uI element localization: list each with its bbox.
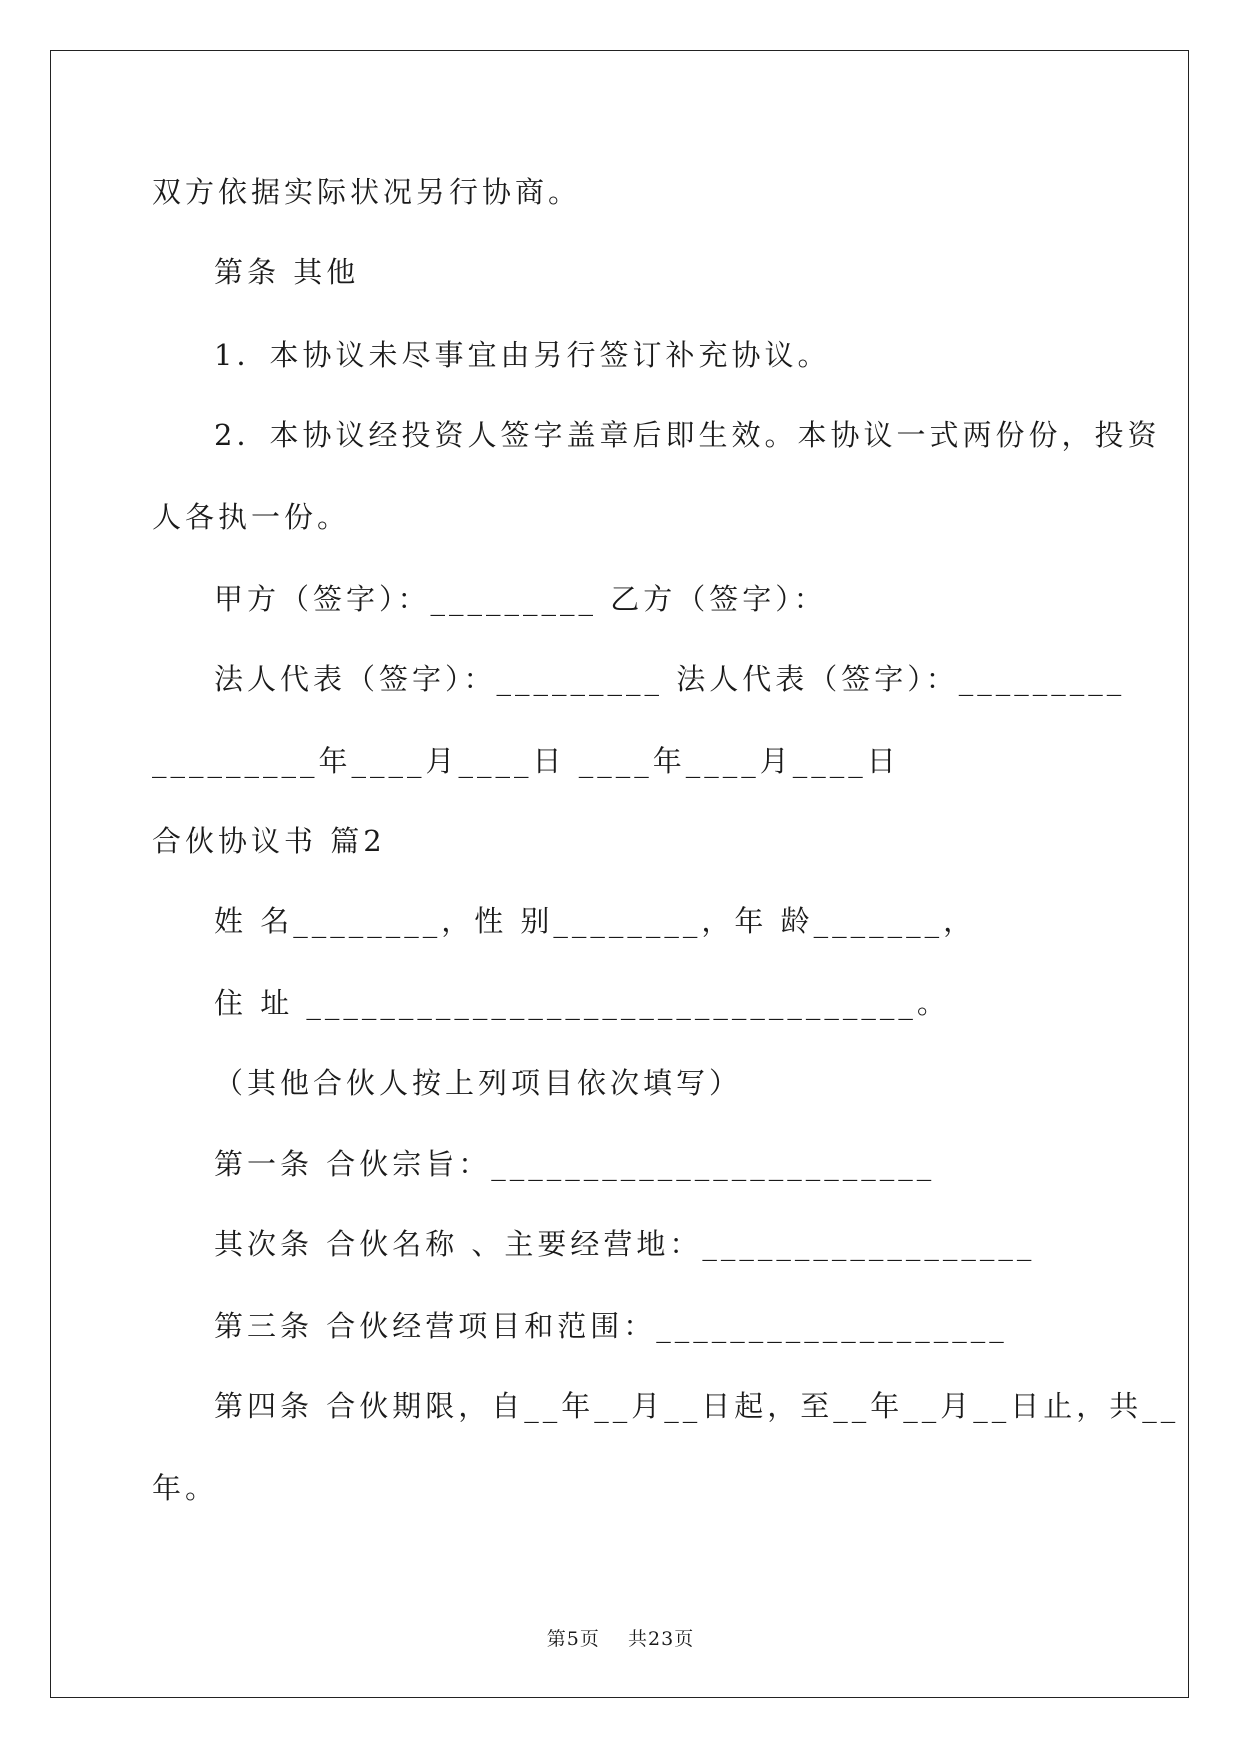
section-title: 合伙协议书 篇2 bbox=[152, 824, 386, 858]
article-2-name-location: 其次条 合伙名称 、主要经营地：__________________ bbox=[214, 1227, 1036, 1261]
partner-note: （其他合伙人按上列项目依次填写） bbox=[214, 1066, 743, 1100]
page-border bbox=[50, 50, 1189, 1698]
signature-dates: _________年____月____日 ____年____月____日 bbox=[152, 744, 900, 778]
signature-legal-representatives: 法人代表（签字）：_________ 法人代表（签字）：_________ bbox=[214, 662, 1126, 696]
partner-address: 住 址 _________________________________。 bbox=[214, 986, 950, 1020]
clause-2-continued: 人各执一份。 bbox=[152, 500, 351, 534]
article-heading-other: 第条 其他 bbox=[214, 255, 360, 289]
clause-1: 1．本协议未尽事宜由另行签订补充协议。 bbox=[214, 338, 831, 372]
article-4-term-continued: 年。 bbox=[152, 1471, 219, 1505]
article-3-scope: 第三条 合伙经营项目和范围：___________________ bbox=[214, 1309, 1008, 1343]
article-4-term: 第四条 合伙期限，自__年__月__日起，至__年__月__日止，共__ bbox=[214, 1389, 1180, 1423]
text-line-1: 双方依据实际状况另行协商。 bbox=[152, 175, 582, 209]
signature-party-a-b: 甲方（签字）：_________ 乙方（签字）： bbox=[214, 582, 827, 616]
article-1-purpose: 第一条 合伙宗旨：________________________ bbox=[214, 1147, 936, 1181]
clause-2: 2．本协议经投资人签字盖章后即生效。本协议一式两份份，投资 bbox=[214, 418, 1161, 452]
partner-name-gender-age: 姓 名________，性 别________，年 龄_______， bbox=[214, 904, 977, 938]
page-number-footer: 第5页 共23页 bbox=[546, 1628, 695, 1650]
